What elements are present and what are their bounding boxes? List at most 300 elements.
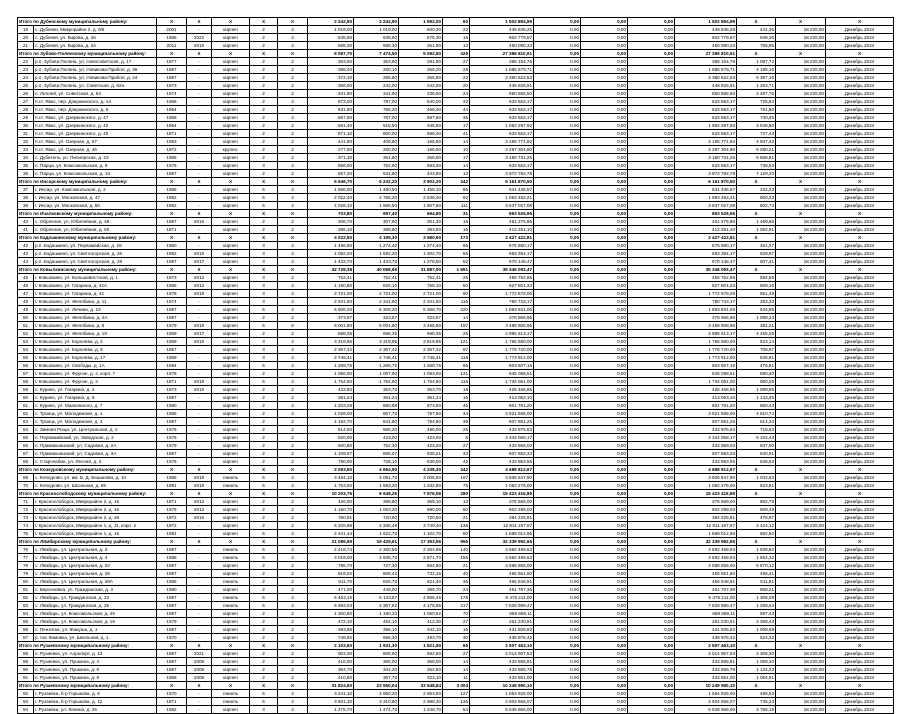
table-cell: 18 225,00 [776, 194, 826, 202]
table-cell: 3 [250, 250, 278, 258]
subtotal-row [18, 210, 894, 218]
table-cell: 0,00 [534, 282, 581, 290]
subtotal-cell: 863 526,96 [675, 210, 737, 218]
subtotal-cell: 956 [443, 538, 470, 546]
table-cell: 633 663,17 [470, 162, 534, 170]
table-cell: 0,00 [534, 394, 581, 402]
table-cell: 3 [250, 242, 278, 250]
table-cell: 752,30 [354, 442, 399, 450]
table-cell: 5 368,70 [399, 306, 443, 314]
table-cell: 1972 [157, 522, 187, 530]
address-cell: п. Рузаевка, ул. Пушкина, д. 6 [34, 666, 157, 674]
table-row [18, 162, 894, 170]
table-cell: 127 [443, 690, 470, 698]
table-cell: 283,33 [737, 298, 776, 306]
table-cell: 3 [278, 602, 308, 610]
subtotal-cell: 31 887,00 [399, 266, 443, 274]
address-cell: г. Краснослободск, Микрорайон 2, д. 15 [34, 498, 157, 506]
table-cell: 1962 [157, 706, 187, 714]
table-row [18, 418, 894, 426]
table-cell: кирпич [212, 98, 250, 106]
address-cell: г. Инсар, ул. Московская, д. 47 [34, 194, 157, 202]
table-cell: 958,21 [737, 586, 776, 594]
table-cell: 363,70 [354, 386, 399, 394]
table-cell: 2 [278, 106, 308, 114]
table-row [18, 146, 894, 154]
table-cell: 765,95 [737, 42, 776, 50]
table-cell: 50 [443, 282, 470, 290]
subtotal-cell: X [187, 538, 212, 546]
table-cell: 323,57 [399, 314, 443, 322]
table-cell: кирпич [212, 122, 250, 130]
table-cell: 1 585 679,71 [675, 66, 737, 74]
table-cell: Декабрь 2024 [826, 426, 894, 434]
table-cell: 2017 [187, 330, 212, 338]
table-cell: 0,00 [628, 426, 675, 434]
table-cell: 450 090,33 [675, 42, 737, 50]
table-cell: Декабрь 2024 [826, 410, 894, 418]
table-cell: 2 721,00 [308, 290, 354, 298]
table-cell: 2 [278, 274, 308, 282]
table-cell: 0,00 [534, 354, 581, 362]
subtotal-cell: X [278, 466, 308, 474]
table-cell: 4 [278, 690, 308, 698]
table-cell: 197 [443, 322, 470, 330]
table-cell: 18 225,00 [776, 98, 826, 106]
table-cell: кирпич [212, 66, 250, 74]
table-row [18, 506, 894, 514]
table-cell: 27 [443, 650, 470, 658]
table-cell: 1 893 831,06 [470, 306, 534, 314]
table-cell: 1960 [157, 242, 187, 250]
row-number: 47 [18, 290, 34, 298]
table-cell: 0,00 [628, 562, 675, 570]
subtotal-cell: X [826, 682, 894, 690]
table-cell: 433 963,55 [675, 458, 737, 466]
table-cell: 4 947,42 [737, 138, 776, 146]
table-cell: кирпич [212, 362, 250, 370]
row-number: 89 [18, 658, 34, 666]
table-cell: 0,00 [534, 226, 581, 234]
table-cell: кирпич [212, 290, 250, 298]
subtotal-cell: X [157, 682, 187, 690]
table-cell: - [187, 66, 212, 74]
table-cell: 2 [278, 66, 308, 74]
table-cell: - [187, 242, 212, 250]
table-cell: 426,00 [308, 498, 354, 506]
row-number: 54 [18, 346, 34, 354]
table-cell: 361,24 [399, 394, 443, 402]
table-cell: 1967 [157, 170, 187, 178]
subtotal-cell: X [157, 234, 187, 242]
table-cell: 13 [443, 42, 470, 50]
table-cell: 0,00 [534, 82, 581, 90]
table-cell: 1 182,70 [308, 418, 354, 426]
table-cell: 0,00 [628, 698, 675, 706]
table-cell: 5 001,80 [354, 322, 399, 330]
table-cell: 2 [278, 154, 308, 162]
table-cell: 1965 [157, 154, 187, 162]
table-cell: 0,00 [581, 346, 628, 354]
table-cell: 3 637 027,08 [470, 202, 534, 210]
subtotal-cell: 66 [443, 642, 470, 650]
table-cell: 344,20 [354, 666, 399, 674]
table-cell: 2 [278, 458, 308, 466]
table-cell: 1 689 012,96 [470, 530, 534, 538]
subtotal-cell: 0,00 [534, 490, 581, 498]
table-cell: 0,00 [534, 530, 581, 538]
table-cell: 40 [443, 570, 470, 578]
table-cell: 2013 [187, 506, 212, 514]
table-cell: 485,00 [399, 426, 443, 434]
table-cell: Декабрь 2024 [826, 146, 894, 154]
table-cell: 3 [250, 706, 278, 714]
address-cell: с. Лямбирь, ул. Гражданская, д. 25 [34, 602, 157, 610]
subtotal-cell: 23 550,04 [354, 682, 399, 690]
row-number: 44 [18, 258, 34, 266]
table-cell: 3 319,95 [308, 338, 354, 346]
table-cell: 0,00 [581, 482, 628, 490]
subtotal-cell: X [250, 178, 278, 186]
table-cell: 13 [443, 170, 470, 178]
table-cell: 902,73 [737, 202, 776, 210]
table-cell: 412,30 [399, 618, 443, 626]
table-cell: 2018 [187, 378, 212, 386]
table-cell: 514,34 [737, 418, 776, 426]
table-cell: 2019 [187, 338, 212, 346]
table-cell: 5 476 211,00 [675, 594, 737, 602]
table-cell: Декабрь 2024 [826, 170, 894, 178]
table-cell: 0,00 [534, 426, 581, 434]
table-row [18, 514, 894, 522]
table-cell: 633 663,17 [470, 106, 534, 114]
table-cell: 2 [250, 450, 278, 458]
table-cell: 2 [250, 610, 278, 618]
table-cell: 0,00 [628, 106, 675, 114]
table-cell: 0,00 [534, 698, 581, 706]
subtotal-cell: X [250, 490, 278, 498]
table-row [18, 570, 894, 578]
table-cell: 7 629 989,47 [675, 602, 737, 610]
table-cell: 1987 [157, 306, 187, 314]
table-cell: - [187, 418, 212, 426]
address-cell: г. Рузаевка, б-р Горшкова, д. 12 [34, 698, 157, 706]
table-cell: 1 029,00 [308, 410, 354, 418]
address-cell: с. Курино, ул. Гагарина, д. 8 [34, 394, 157, 402]
subtotal-cell: 1 651 [443, 266, 470, 274]
table-cell: 0,00 [581, 202, 628, 210]
table-cell: 0,00 [628, 410, 675, 418]
table-cell: 3 749,40 [399, 522, 443, 530]
table-row [18, 130, 894, 138]
table-cell: 0,00 [628, 378, 675, 386]
table-cell: 90 [443, 290, 470, 298]
table-cell: 0,00 [581, 90, 628, 98]
table-row [18, 610, 894, 618]
row-number: 81 [18, 586, 34, 594]
table-cell: кирпич [212, 506, 250, 514]
table-cell: кирпич [212, 330, 250, 338]
table-row [18, 186, 894, 194]
table-cell: 0,00 [581, 418, 628, 426]
table-cell: - [187, 554, 212, 562]
table-row [18, 98, 894, 106]
table-cell: 1987 [157, 594, 187, 602]
table-cell: 7 629 989,47 [470, 602, 534, 610]
table-cell: кирпич [212, 58, 250, 66]
table-cell: 2 636,40 [399, 194, 443, 202]
table-cell: 752,41 [354, 274, 399, 282]
table-cell: 0,00 [628, 690, 675, 698]
table-cell: 1 109,97 [308, 450, 354, 458]
table-cell: 627 801,33 [675, 282, 737, 290]
table-cell: кирпич [212, 610, 250, 618]
table-cell: Декабрь 2024 [826, 330, 894, 338]
table-cell: 560,43 [737, 402, 776, 410]
address-cell: с. Троицк, ул. Молодежная, д. 1 [34, 410, 157, 418]
table-cell: 2013 [187, 282, 212, 290]
table-cell: 345,60 [399, 122, 443, 130]
table-cell: 0,00 [534, 274, 581, 282]
table-row [18, 242, 894, 250]
table-cell: - [187, 26, 212, 34]
table-cell: кирпич [212, 370, 250, 378]
table-cell: 2008 [187, 674, 212, 682]
table-cell: 1986 [157, 34, 187, 42]
table-cell: 1973 [157, 274, 187, 282]
address-cell: п.ст. Явас, ул. Дзержинского, д. 42 [34, 122, 157, 130]
table-cell: 1971 [157, 226, 187, 234]
table-cell: 0,00 [534, 66, 581, 74]
table-cell: 0,00 [581, 34, 628, 42]
table-cell: 393,50 [399, 226, 443, 234]
table-cell: 2 [278, 218, 308, 226]
subtotal-cell: 2 103,60 [308, 642, 354, 650]
address-cell: г. Ковылкино, ул. Королева, д. 2 [34, 338, 157, 346]
table-cell: кирпич [212, 338, 250, 346]
table-cell: 0,00 [628, 146, 675, 154]
table-cell: 8 280,21 [737, 146, 776, 154]
subtotal-cell: 1 502 894,99 [470, 18, 534, 26]
subtotal-cell: X [826, 50, 894, 58]
table-cell: 166,50 [399, 146, 443, 154]
table-cell: 5 [250, 530, 278, 538]
table-cell: - [187, 154, 212, 162]
table-row [18, 458, 894, 466]
table-cell: 531 436,57 [675, 186, 737, 194]
subtotal-cell: X [157, 50, 187, 58]
table-cell: 18 225,00 [776, 90, 826, 98]
table-cell: 18 225,00 [776, 162, 826, 170]
subtotal-row [18, 178, 894, 186]
table-cell: Декабрь 2024 [826, 82, 894, 90]
subtotal-cell: 17 353,56 [399, 538, 443, 546]
row-number: 84 [18, 610, 34, 618]
table-cell: Декабрь 2024 [826, 594, 894, 602]
table-cell: 785,70 [308, 562, 354, 570]
table-cell: 3 [278, 186, 308, 194]
table-cell: 70 [443, 610, 470, 618]
table-cell: 1 332,80 [399, 482, 443, 490]
table-cell: 18 225,00 [776, 402, 826, 410]
table-cell: Декабрь 2024 [826, 578, 894, 586]
address-cell: р.п. Зубова Поляна, ул. Новикова-Прибоя, д. 36 [34, 66, 157, 74]
table-cell: 1 248,70 [399, 706, 443, 714]
table-cell: 0,00 [534, 170, 581, 178]
table-cell: 3 [278, 42, 308, 50]
table-cell: 0,00 [581, 402, 628, 410]
table-cell: 4 692 499,53 [470, 546, 534, 554]
table-cell: 0,00 [534, 114, 581, 122]
table-cell: 0,00 [628, 330, 675, 338]
table-cell: 0,00 [581, 690, 628, 698]
table-cell: Декабрь 2024 [826, 34, 894, 42]
table-cell: 471,00 [308, 586, 354, 594]
subtotal-cell: 0,00 [581, 178, 628, 186]
table-cell: 633 663,17 [675, 162, 737, 170]
subtotal-cell: X [826, 466, 894, 474]
table-cell: 433 885,81 [675, 658, 737, 666]
table-cell: 1 050,62 [399, 610, 443, 618]
table-cell: - [187, 130, 212, 138]
table-cell: Декабрь 2024 [826, 202, 894, 210]
table-cell: 255,80 [354, 74, 399, 82]
table-cell: 1985 [157, 474, 187, 482]
table-cell: 18 225,00 [776, 186, 826, 194]
address-cell: п. Примокшанский, ул. Садовая, д. 3А [34, 450, 157, 458]
table-cell: Декабрь 2024 [826, 546, 894, 554]
table-cell: Декабрь 2024 [826, 250, 894, 258]
table-cell: - [187, 122, 212, 130]
table-cell: 18 225,00 [776, 114, 826, 122]
table-cell: 35 [443, 114, 470, 122]
table-cell: Декабрь 2024 [826, 346, 894, 354]
table-cell: 242,00 [399, 82, 443, 90]
table-cell: 0,00 [581, 106, 628, 114]
table-cell: 0,00 [628, 482, 675, 490]
table-row [18, 442, 894, 450]
table-cell: 2 [278, 58, 308, 66]
table-row [18, 386, 894, 394]
table-cell: 1 475,70 [308, 706, 354, 714]
row-number: 87 [18, 634, 34, 642]
table-cell: 850 565,50 [675, 90, 737, 98]
row-number: 50 [18, 314, 34, 322]
table-cell: - [187, 578, 212, 586]
table-cell: 27 [443, 618, 470, 626]
table-cell: 0,00 [581, 634, 628, 642]
table-cell: 18 225,00 [776, 314, 826, 322]
table-cell: 0,00 [581, 506, 628, 514]
table-cell: 18 225,00 [776, 634, 826, 642]
subtotal-cell: X [278, 538, 308, 546]
table-cell: 982,92 [737, 530, 776, 538]
table-cell: 1967 [157, 66, 187, 74]
subtotal-cell: X [212, 538, 250, 546]
table-cell: 2 [278, 514, 308, 522]
table-row [18, 226, 894, 234]
table-cell: 1 939,82 [737, 546, 776, 554]
table-cell: 683 394,17 [675, 250, 737, 258]
table-cell: 0,00 [581, 338, 628, 346]
table-cell: Декабрь 2024 [826, 554, 894, 562]
table-cell: кирпич [212, 202, 250, 210]
row-number: 55 [18, 354, 34, 362]
subtotal-cell: 31 824,60 [308, 682, 354, 690]
table-cell: кирпич [212, 386, 250, 394]
table-cell: 18 225,00 [776, 522, 826, 530]
table-cell: 0,00 [534, 618, 581, 626]
table-row [18, 530, 894, 538]
address-cell: с. Курино, ул. Гагарина, д. 2 [34, 386, 157, 394]
table-cell: 0,00 [628, 258, 675, 266]
subtotal-cell: 0,00 [534, 18, 581, 26]
table-cell: 3 180 731,25 [675, 154, 737, 162]
subtotal-cell: 32 339 992,65 [675, 538, 737, 546]
table-cell: 0,00 [628, 602, 675, 610]
row-number: 46 [18, 282, 34, 290]
table-cell: 18 225,00 [776, 498, 826, 506]
table-cell: 332,23 [737, 186, 776, 194]
table-cell: 423,00 [354, 434, 399, 442]
table-cell: 0,00 [581, 706, 628, 714]
table-cell: 1 993 482,21 [675, 194, 737, 202]
table-cell: 18 225,00 [776, 330, 826, 338]
row-number: 19 [18, 26, 34, 34]
table-cell: 0,00 [581, 26, 628, 34]
table-cell: панель [212, 698, 250, 706]
table-cell: - [187, 458, 212, 466]
table-cell: 2017 [187, 258, 212, 266]
table-cell: 2 [278, 650, 308, 658]
table-cell: 2 935,70 [354, 554, 399, 562]
table-cell: 831,80 [308, 106, 354, 114]
table-cell: 1975 [157, 506, 187, 514]
table-cell: 5 133,57 [354, 594, 399, 602]
subtotal-cell: X [278, 210, 308, 218]
table-cell: 0,00 [628, 250, 675, 258]
table-cell: 0,00 [581, 170, 628, 178]
table-cell: 425 466,85 [675, 386, 737, 394]
table-cell: 1985 [157, 186, 187, 194]
table-cell: 0,00 [628, 74, 675, 82]
subtotal-cell: 0,00 [534, 234, 581, 242]
table-cell: 6 397,16 [737, 74, 776, 82]
table-cell: кирпич [212, 442, 250, 450]
table-cell: 18 225,00 [776, 130, 826, 138]
table-cell: 0,00 [581, 498, 628, 506]
table-cell: 1987 [157, 394, 187, 402]
table-cell: 1 042,83 [737, 474, 776, 482]
table-cell: кирпич [212, 186, 250, 194]
table-cell: 0,00 [628, 514, 675, 522]
table-cell: Декабрь 2024 [826, 242, 894, 250]
table-cell: 1 433,70 [308, 258, 354, 266]
table-cell: Декабрь 2024 [826, 218, 894, 226]
subtotal-cell: 2 427 422,81 [470, 234, 534, 242]
table-cell: 18 225,00 [776, 386, 826, 394]
table-cell: 217 [443, 602, 470, 610]
table-cell: 1 278,50 [399, 258, 443, 266]
table-cell: 3 [250, 346, 278, 354]
table-row [18, 666, 894, 674]
table-cell: 0,00 [581, 122, 628, 130]
table-row [18, 618, 894, 626]
table-cell: Декабрь 2024 [826, 658, 894, 666]
table-cell: 0,00 [581, 594, 628, 602]
table-cell: 1969 [157, 354, 187, 362]
row-number: 38 [18, 194, 34, 202]
